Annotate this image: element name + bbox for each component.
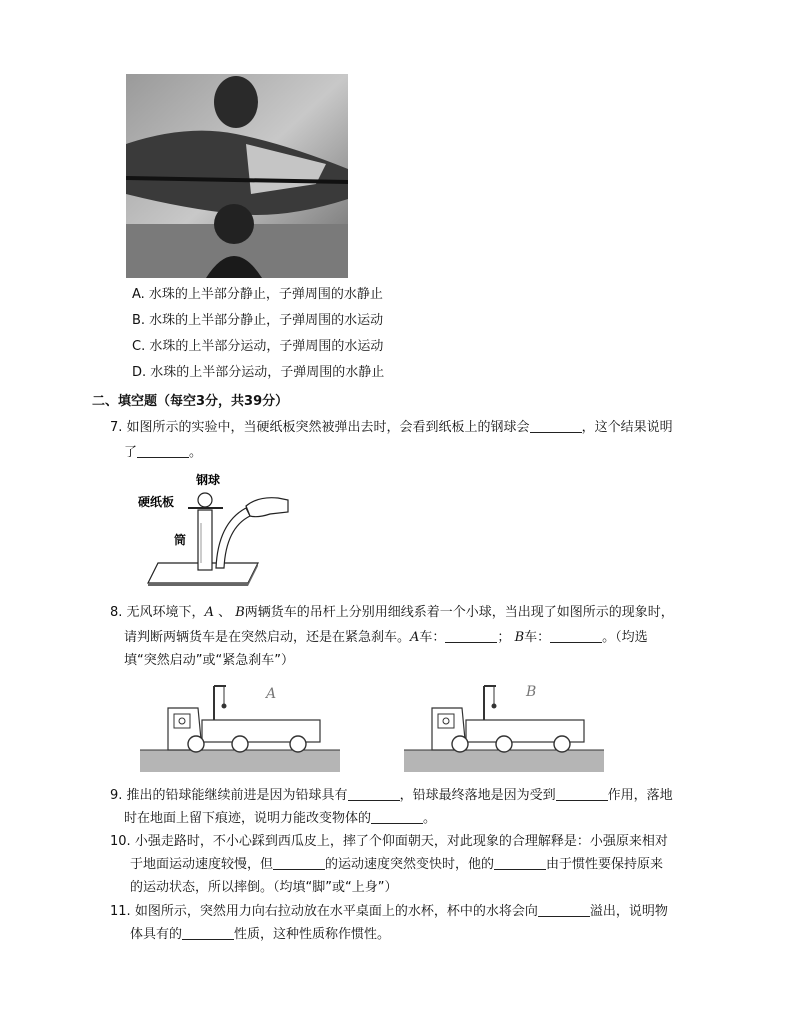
q9-blank-2[interactable]	[556, 788, 608, 801]
q11-text-1: 如图所示，突然用力向右拉动放在水平桌面上的水杯，杯中的水将会向	[134, 904, 538, 919]
q11-blank-1[interactable]	[538, 904, 590, 917]
section-title	[92, 393, 288, 411]
q8-text-5: ；	[497, 630, 511, 645]
q9-number: 9.	[110, 788, 123, 803]
q11-text-2: 溢出，说明物	[589, 904, 668, 919]
q9-text-3: 作用，落地	[607, 788, 673, 803]
q10-line-2	[130, 856, 663, 874]
q11-line-1	[110, 903, 668, 921]
section-title-text: 二、填空题	[92, 394, 158, 409]
option-c: C. 水珠的上半部分运动，子弹周围的水运动	[132, 339, 384, 354]
q8-text-1: 无风环境下，	[126, 605, 205, 620]
truck-b-figure	[404, 678, 604, 772]
q8-text-6: 车：	[524, 630, 551, 645]
q9-line-2	[124, 810, 436, 828]
q7-text-3: 了	[124, 445, 138, 460]
q8-line-1	[110, 604, 674, 622]
option-d: D. 水珠的上半部分运动，子弹周围的水静止	[132, 365, 385, 380]
truck-a-figure	[140, 678, 340, 772]
q8-a-2: A	[410, 630, 420, 645]
q8-sep: 、	[213, 605, 236, 620]
label-tube: 筒	[174, 533, 187, 547]
q10-text-3: 的运动速度突然变快时，他的	[325, 857, 495, 872]
q10-blank-1[interactable]	[273, 857, 325, 870]
q9-blank-1[interactable]	[348, 788, 400, 801]
q9-line-1	[110, 787, 673, 805]
q7-blank-2[interactable]	[137, 445, 189, 458]
q11-blank-2[interactable]	[182, 927, 234, 940]
q7-line-2	[124, 444, 202, 462]
option-a: A. 水珠的上半部分静止，子弹周围的水静止	[132, 287, 383, 302]
q8-text-3: 请判断两辆货车是在突然启动，还是在紧急刹车。	[124, 630, 411, 645]
q8-b-2: B	[514, 630, 525, 645]
q8-text-4: 车：	[419, 630, 446, 645]
q8-b: B	[235, 605, 245, 620]
section-note: （每空3分，共39分）	[157, 394, 289, 409]
q10-blank-2[interactable]	[494, 857, 546, 870]
label-board: 硬纸板	[138, 495, 175, 509]
q8-text-7: 。（均选	[602, 630, 648, 645]
q9-text-1: 推出的铅球能继续前进是因为铅球具有	[126, 788, 348, 803]
q10-text-1: 小强走路时，不小心踩到西瓜皮上，摔了个仰面朝天，对此现象的合理解释是：小强原来相对	[134, 834, 668, 849]
cardboard-ball-figure	[138, 468, 298, 596]
q9-text-4: 时在地面上留下痕迹，说明力能改变物体的	[124, 811, 372, 826]
q8-blank-b[interactable]	[550, 630, 602, 643]
truck-a-label: A	[266, 686, 277, 702]
q10-text-2: 于地面运动速度较慢，但	[130, 857, 274, 872]
water-droplet-bullet-photo	[126, 74, 348, 278]
q11-text-4: 性质，这种性质称作惯性。	[234, 927, 391, 942]
q9-text-5: 。	[423, 811, 437, 826]
q11-number: 11.	[110, 904, 131, 919]
q10-number: 10.	[110, 834, 131, 849]
q9-text-2: ，铅球最终落地是因为受到	[399, 788, 556, 803]
truck-b-label: B	[526, 684, 537, 700]
q11-text-3: 体具有的	[130, 927, 183, 942]
label-ball: 钢球	[196, 473, 221, 487]
q7-blank-1[interactable]	[530, 420, 582, 433]
q7-text-4: 。	[189, 445, 203, 460]
q9-blank-3[interactable]	[371, 811, 423, 824]
q7-text-2: ，这个结果说明	[581, 420, 673, 435]
q11-line-2	[130, 926, 390, 944]
q10-text-4: 由于惯性要保持原来	[546, 857, 664, 872]
q10-line-3: 的运动状态，所以摔倒。（均填“脚”或“上身”）	[130, 880, 398, 895]
q7-number: 7.	[110, 420, 123, 435]
q8-text-2: 两辆货车的吊杆上分别用细线系着一个小球，当出现了如图所示的现象时，	[244, 605, 674, 620]
option-b: B. 水珠的上半部分静止，子弹周围的水运动	[132, 313, 384, 328]
q8-blank-a[interactable]	[445, 630, 497, 643]
q8-line-3: 填“突然启动”或“紧急刹车”）	[124, 653, 294, 668]
q8-line-2	[124, 629, 648, 647]
q7-text-1: 如图所示的实验中，当硬纸板突然被弹出去时，会看到纸板上的钢球会	[126, 420, 530, 435]
q7-line-1	[110, 419, 673, 437]
q10-line-1	[110, 833, 668, 851]
q8-a: A	[204, 605, 214, 620]
q8-number: 8.	[110, 605, 123, 620]
